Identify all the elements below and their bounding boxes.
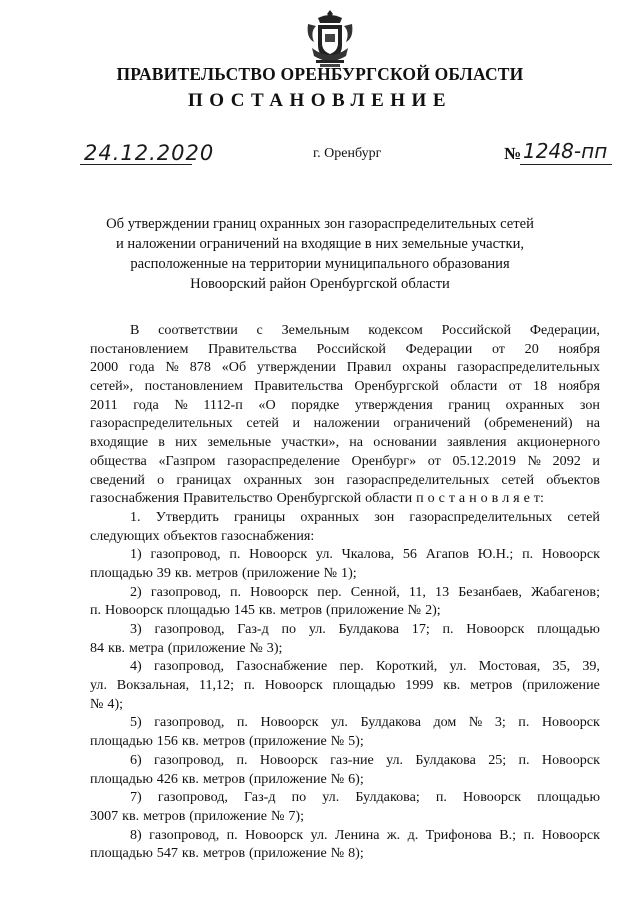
body-word: ул. <box>330 714 348 731</box>
body-word: границ <box>448 396 490 413</box>
body-word: о <box>427 490 435 507</box>
body-line <box>90 489 600 508</box>
body-word: 35, <box>552 658 571 675</box>
body-word: 56 <box>402 546 417 563</box>
body-word: газораспределительных <box>409 508 553 525</box>
body-word: (приложение <box>249 845 327 862</box>
body-word: е <box>523 490 530 507</box>
decree-date: 24.12.2020 <box>84 141 215 165</box>
body-word: Ю.Н.; <box>477 546 514 563</box>
body-word: участки», <box>281 434 340 451</box>
body-word: Оренбургской <box>276 490 362 507</box>
body-word: газораспределительных <box>90 415 233 432</box>
body-word: наложении <box>313 415 380 432</box>
body-line <box>90 340 600 359</box>
body-word: по <box>281 621 297 637</box>
body-word: газопровод, <box>157 789 228 806</box>
body-word: о <box>157 471 165 488</box>
body-word: Оренбург» <box>351 452 417 469</box>
body-word: газопровод, <box>153 658 225 675</box>
body-word: кв. <box>122 807 140 824</box>
body-word: 7) <box>130 789 142 806</box>
body-word: Булдакова <box>338 621 400 637</box>
body-word: Правительство <box>183 490 273 507</box>
body-word: Новоорск <box>541 826 600 843</box>
body-word: газопровод, <box>149 826 220 843</box>
body-line <box>90 844 600 863</box>
body-line <box>90 433 600 452</box>
body-word: пер. <box>339 658 364 675</box>
body-word: газораспределение <box>227 452 340 469</box>
body-word: п. <box>229 546 241 563</box>
body-word: Новоорск <box>541 714 600 731</box>
body-word: 1112-п <box>203 396 243 413</box>
government-name: ПРАВИТЕЛЬСТВО ОРЕНБУРГСКОЙ ОБЛАСТИ <box>116 64 524 84</box>
body-word: газ-ние <box>330 751 374 768</box>
body-word: области <box>365 490 413 507</box>
body-line <box>90 545 600 564</box>
body-word: п. <box>236 714 248 731</box>
body-word: 17; <box>411 621 430 637</box>
body-word: площадью <box>90 733 153 750</box>
body-word: Новоорск <box>245 826 304 843</box>
body-word: газопровод, <box>154 621 225 637</box>
body-line <box>90 321 600 340</box>
body-word: Новоорск <box>260 714 319 731</box>
body-word: и <box>592 452 600 469</box>
body-word: п. <box>243 677 255 694</box>
body-word: Булдакова; <box>355 789 420 806</box>
body-word: утверждения <box>354 396 433 413</box>
body-word: л <box>502 490 510 507</box>
body-line <box>90 713 600 732</box>
body-word: п. <box>226 826 238 843</box>
body-word: объектов <box>546 471 600 488</box>
body-word: основании <box>373 434 437 451</box>
body-word: газопровод, <box>150 583 221 600</box>
body-word: площадью <box>90 770 153 787</box>
body-word: охраны <box>402 359 447 376</box>
body-word: Новоорск <box>259 751 318 768</box>
body-word: Новоорск <box>250 583 309 600</box>
body-word: с <box>256 322 263 338</box>
body-word: 39, <box>582 658 600 675</box>
body-word: Булдакова <box>415 751 476 768</box>
body-word: № <box>249 639 263 656</box>
body-line <box>90 471 600 490</box>
body-word: на <box>349 434 364 451</box>
body-word: 05.12.2019 <box>452 452 516 469</box>
body-word: Федерации <box>405 340 473 357</box>
body-word: метров <box>143 807 186 824</box>
body-word: п <box>416 490 424 507</box>
title-line: и наложении ограничений на входящие в них земельные участки, <box>115 236 525 252</box>
body-word: площадью <box>332 677 396 694</box>
body-word: Оренбургской <box>354 378 439 395</box>
body-line <box>90 676 600 695</box>
body-word: соответствии <box>158 322 238 338</box>
body-word: сведений <box>90 471 145 488</box>
body-line <box>90 564 600 583</box>
body-word: 3; <box>494 714 506 731</box>
body-word: 426 <box>156 770 178 787</box>
body-line <box>90 414 600 433</box>
body-word: кодексом <box>368 322 423 338</box>
body-word: кв. <box>258 602 276 619</box>
body-word: п. <box>230 583 242 600</box>
number-label: № <box>504 144 522 163</box>
body-word: п. <box>518 714 530 731</box>
body-line <box>90 601 600 620</box>
body-line <box>90 695 600 714</box>
body-word: метров <box>202 845 246 862</box>
body-word: Правительства <box>208 340 297 357</box>
body-line <box>90 508 600 527</box>
body-word: в <box>491 490 499 507</box>
body-word: «Газпром <box>158 452 216 469</box>
body-word: ул. <box>386 751 404 768</box>
body-word: о <box>480 490 488 507</box>
body-word: заявления <box>447 434 507 451</box>
date-underline <box>80 164 192 165</box>
body-word: Булдакова <box>360 714 421 731</box>
body-word: постановлением <box>90 340 189 357</box>
body-word: п. <box>90 602 102 619</box>
body-word: 7); <box>288 807 304 824</box>
body-word: Безанбаев, <box>458 583 522 600</box>
number-underline <box>520 164 612 165</box>
body-word: площадью <box>90 564 153 581</box>
body-word: 84 <box>90 639 105 656</box>
body-word: № <box>323 564 338 581</box>
body-word: т <box>448 490 455 507</box>
body-word: 1999 <box>405 677 434 694</box>
body-word: ж. <box>386 826 401 843</box>
body-word: постановлением <box>144 378 243 395</box>
body-word: Новоорск <box>105 602 164 619</box>
body-word: 1. <box>130 508 141 525</box>
body-word: 3007 <box>90 807 119 824</box>
body-word: Новоорск <box>249 546 308 563</box>
body-line <box>90 826 600 845</box>
body-word: ул. <box>308 621 326 637</box>
body-word: 1); <box>341 564 357 581</box>
body-word: акционерного <box>516 434 600 451</box>
body-word: Федерации, <box>529 322 600 338</box>
body-word: т: <box>533 490 544 507</box>
body-word: кв. <box>181 733 199 750</box>
body-word: п. <box>518 751 530 768</box>
title-line: Новоорский район Оренбургской области <box>190 276 450 292</box>
body-word: Утвердить <box>155 508 219 525</box>
body-word: 4) <box>130 658 142 675</box>
body-word: (приложение <box>167 639 246 656</box>
body-word: границы <box>234 508 286 525</box>
body-word: Короткий, <box>376 658 438 675</box>
body-word: ограничений <box>393 415 471 432</box>
body-word: Правил <box>346 359 392 376</box>
body-word: Трифонова <box>425 826 492 843</box>
body-word: 547 <box>156 845 178 862</box>
document-type-heading: ПОСТАНОВЛЕНИЕ <box>187 90 453 111</box>
body-word: (приложение <box>249 733 327 750</box>
body-word: 145 <box>233 602 255 619</box>
body-word: 13 <box>435 583 450 600</box>
body-word: № <box>330 733 345 750</box>
body-word: Жабагенов; <box>531 583 600 600</box>
body-word: метра <box>129 639 164 656</box>
body-word: сетей <box>246 415 279 432</box>
title-line: Об утверждении границ охранных зон газораспределительных сетей <box>106 216 534 232</box>
body-word: 6) <box>130 751 142 768</box>
body-word: следующих <box>90 527 160 544</box>
body-word: № <box>90 695 104 712</box>
body-word: на <box>586 415 600 432</box>
body-word: 11, <box>408 583 426 600</box>
body-word: В.; <box>499 826 517 843</box>
body-word: Новоорск <box>466 621 525 637</box>
body-line <box>90 770 600 789</box>
body-word: № <box>527 452 541 469</box>
decree-body <box>90 321 600 863</box>
body-word: (приложение <box>242 564 320 581</box>
body-word: 5); <box>348 733 364 750</box>
body-word: метров <box>202 733 246 750</box>
body-word: № <box>407 602 422 619</box>
body-word: 1) <box>130 546 142 563</box>
body-word: метров <box>470 677 513 694</box>
body-word: а <box>458 490 466 507</box>
body-word: 4); <box>107 695 124 712</box>
body-word: года <box>133 396 159 413</box>
body-word: Новоорск <box>264 677 323 694</box>
body-line <box>90 807 600 826</box>
body-word: 2); <box>425 602 441 619</box>
body-line <box>90 639 600 658</box>
body-line <box>90 396 600 415</box>
body-word: 18 <box>533 378 548 395</box>
body-word: зон <box>314 471 335 488</box>
body-line <box>90 583 600 602</box>
body-word: площадью <box>166 602 230 619</box>
body-word: № <box>468 714 483 731</box>
body-word: зон <box>374 508 395 525</box>
body-word: кв. <box>443 677 461 694</box>
body-line <box>90 452 600 471</box>
body-word: кв. <box>181 770 199 787</box>
body-word: газопровод, <box>150 546 221 563</box>
body-word: газоснабжения: <box>221 527 315 544</box>
body-line <box>90 377 600 396</box>
body-word: ул. <box>315 546 333 563</box>
body-word: ул. <box>310 826 328 843</box>
body-line <box>90 732 600 751</box>
body-word: Российской <box>316 340 386 357</box>
body-word: в <box>158 434 165 451</box>
body-word: ноября <box>558 340 600 357</box>
body-word: Новоорск <box>463 789 522 806</box>
body-word: Агапов <box>425 546 469 563</box>
body-word: земельные <box>207 434 272 451</box>
body-word: с <box>438 490 445 507</box>
body-word: п. <box>523 826 535 843</box>
body-word: ноября <box>558 378 600 395</box>
body-word: Российской <box>441 322 512 338</box>
body-word: объектов <box>163 527 218 544</box>
body-word: (приложение <box>326 602 404 619</box>
body-word: газопровод, <box>154 714 225 731</box>
body-word: п. <box>442 621 454 637</box>
body-word: Земельным <box>281 322 350 338</box>
body-word: 39 <box>156 564 171 581</box>
body-word: ул. <box>449 658 467 675</box>
body-word: Сенной, <box>350 583 400 600</box>
body-word: 2011 <box>90 396 118 413</box>
body-word: от <box>491 340 505 357</box>
body-word: № <box>165 359 179 376</box>
body-word: 156 <box>156 733 178 750</box>
body-word: охранных <box>243 471 303 488</box>
body-word: № <box>174 396 188 413</box>
body-word: д. <box>407 826 419 843</box>
body-word: 25; <box>488 751 507 768</box>
body-word: по <box>291 789 307 806</box>
body-word: сетей <box>567 508 600 525</box>
body-word: общества <box>90 452 147 469</box>
body-word: входящие <box>90 434 149 451</box>
body-word: 20 <box>524 340 539 357</box>
body-line <box>90 358 600 377</box>
body-word: сетей», <box>90 378 134 395</box>
body-word: (приложение <box>249 770 327 787</box>
body-word: 3); <box>266 639 283 656</box>
body-word: площадью <box>537 789 600 806</box>
body-word: 11,12; <box>198 677 235 694</box>
body-word: сетей <box>501 471 535 488</box>
body-word: Газоснабжение <box>236 658 328 675</box>
decree-city: г. Оренбург <box>313 146 382 161</box>
body-word: (обременений) <box>484 415 573 432</box>
body-word: года <box>129 359 155 376</box>
body-word: 5) <box>130 714 142 731</box>
body-line <box>90 751 600 770</box>
body-word: метров <box>279 602 323 619</box>
body-word: Вокзальная, <box>116 677 190 694</box>
body-word: 2092 <box>552 452 581 469</box>
body-word: и <box>292 415 301 432</box>
body-word: п. <box>522 546 534 563</box>
body-word: газоснабжения <box>90 490 180 507</box>
body-word: площадью <box>537 621 600 637</box>
body-word: охранных <box>300 508 360 525</box>
body-word: площадью <box>90 845 153 862</box>
body-word: 6); <box>348 770 364 787</box>
body-line <box>90 657 600 676</box>
body-word: газораспределительных <box>346 471 490 488</box>
body-word: п. <box>435 789 447 806</box>
body-word: 8) <box>130 826 142 843</box>
body-word: утверждении <box>256 359 336 376</box>
body-word: Правительства <box>254 378 343 395</box>
body-word: (приложение <box>189 807 267 824</box>
body-word: кв. <box>108 639 126 656</box>
body-word: (приложение <box>522 677 600 694</box>
title-line: расположенные на территории муниципального образования <box>130 256 510 272</box>
body-word: пер. <box>317 583 342 600</box>
body-word: зон <box>579 396 600 413</box>
body-word: ул. <box>90 677 107 694</box>
body-word: п. <box>236 751 248 768</box>
body-line <box>90 527 600 546</box>
body-word: Газ-д <box>244 789 276 806</box>
body-word: «Об <box>221 359 247 376</box>
body-word: В <box>130 322 140 338</box>
body-word: ул. <box>322 789 340 806</box>
decree-number: 1248-пп <box>523 139 608 163</box>
body-word: метров <box>202 770 246 787</box>
body-word: от <box>508 378 522 395</box>
body-word: них <box>175 434 198 451</box>
body-word: Новоорск <box>541 546 600 563</box>
body-word: области <box>450 378 498 395</box>
body-word: кв. <box>174 564 192 581</box>
coat-of-arms-emblem <box>304 8 356 70</box>
body-word: порядке <box>291 396 340 413</box>
body-word: 2) <box>130 583 142 600</box>
body-word: дом <box>433 714 457 731</box>
body-word: Газ-д <box>237 621 269 637</box>
body-word: № <box>330 845 345 862</box>
body-word: охранных <box>505 396 565 413</box>
body-line <box>90 788 600 807</box>
body-word: № <box>270 807 285 824</box>
body-word: 3) <box>130 621 142 637</box>
body-word: газораспределительных <box>457 359 600 376</box>
body-word: газопровод, <box>154 751 225 768</box>
body-word: 878 <box>189 359 211 376</box>
body-word: 2000 <box>90 359 119 376</box>
body-word: границах <box>176 471 232 488</box>
body-word: Чкалова, <box>341 546 395 563</box>
body-word: 8); <box>348 845 364 862</box>
body-word: от <box>427 452 441 469</box>
body-word: Мостовая, <box>478 658 541 675</box>
body-word: я <box>513 490 520 507</box>
body-word: «О <box>258 396 276 413</box>
decree-title <box>90 214 550 294</box>
body-word: № <box>330 770 345 787</box>
body-word: метров <box>195 564 239 581</box>
body-word: Ленина <box>334 826 380 843</box>
body-word: Новоорск <box>541 751 600 768</box>
body-word: н <box>469 490 477 507</box>
body-word: кв. <box>181 845 199 862</box>
body-line <box>90 620 600 639</box>
